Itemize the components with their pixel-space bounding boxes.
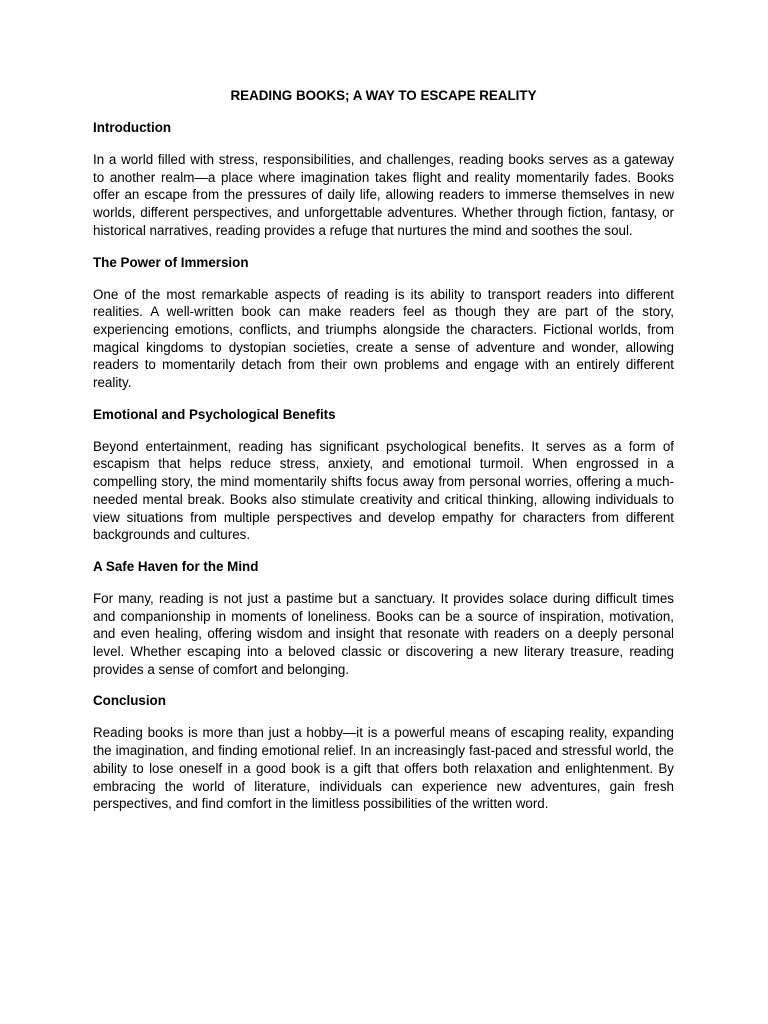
section-heading: Conclusion [93,693,166,709]
section-conclusion [93,692,674,813]
section-paragraph: Reading books is more than just a hobby—it is a powerful means of escaping reality, expanding the imagination, and finding emotional relief. In an increasingly fast-paced and stressful world, the ability to lose oneself in a good book is a gift that offers both relaxation and enlightenment. By embracing the world of literature, individuals can experience new adventures, gain fresh perspectives, and find comfort in the limitless possibilities of the written word. [93,725,674,812]
section-introduction [93,119,674,240]
section-emotional-psychological-benefits [93,406,674,544]
section-heading: Introduction [93,120,172,135]
section-heading: The Power of Immersion [93,254,249,270]
section-paragraph: For many, reading is not just a pastime but a sanctuary. It provides solace during difficult times and companionship in moments of loneliness. Books can be a source of inspiration, motivation, and even healing, offering wisdom and insight that resonate with readers on a deeply personal level. Whether escaping into a beloved classic or discovering a new literary treasure, reading provides a sense of comfort and belonging. [93,590,674,677]
document-page [93,87,674,827]
section-power-of-immersion [93,254,674,392]
section-safe-haven [93,558,674,679]
section-paragraph: Beyond entertainment, reading has significant psychological benefits. It serves as a form of escapism that helps reduce stress, anxiety, and emotional turmoil. When engrossed in a compelling story, the mind momentarily shifts focus away from personal worries, offering a much-needed mental break. Books also stimulate creativity and critical thinking, allowing individuals to view situations from multiple perspectives and develop empathy for characters from different backgrounds and cultures. [93,438,674,543]
section-heading: A Safe Haven for the Mind [93,558,259,574]
section-paragraph: One of the most remarkable aspects of reading is its ability to transport readers into different realities. A well-written book can make readers feel as though they are part of the story, experiencing emotions, conflicts, and triumphs alongside the characters. Fictional worlds, from magical kingdoms to dystopian societies, create a sense of adventure and wonder, allowing readers to momentarily detach from their own problems and engage with an entirely different reality. [93,286,674,391]
section-paragraph: In a world filled with stress, responsibilities, and challenges, reading books serves as a gateway to another realm—a place where imagination takes flight and reality momentarily fades. Books offer an escape from the pressures of daily life, allowing readers to immerse themselves in new worlds, different perspectives, and unforgettable adventures. Whether through fiction, fantasy, or historical narratives, reading provides a refuge that nurtures the mind and soothes the soul. [93,152,674,238]
document-title: READING BOOKS; A WAY TO ESCAPE REALITY [230,88,537,103]
section-heading: Emotional and Psychological Benefits [93,406,336,422]
